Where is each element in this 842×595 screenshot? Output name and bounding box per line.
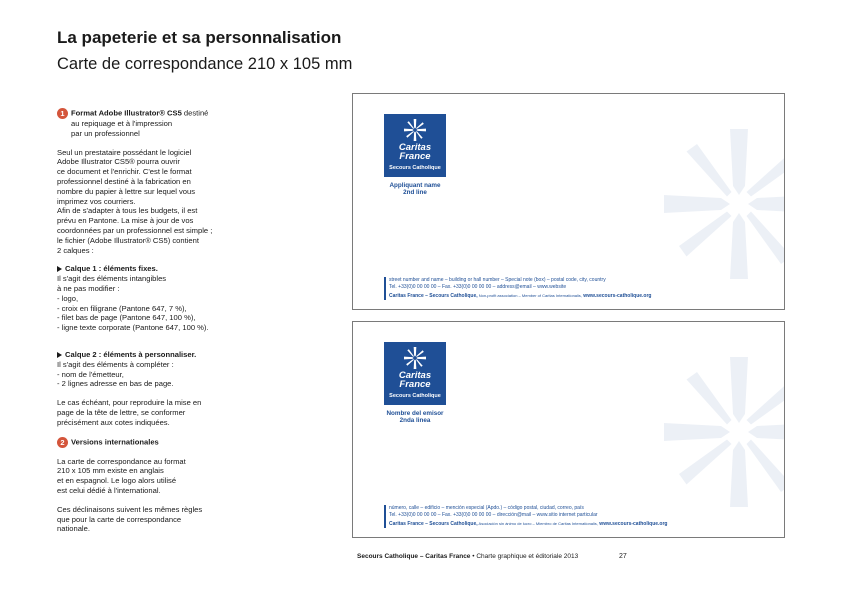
text-line: 210 x 105 mm existe en anglais [57, 466, 164, 476]
sender-name-line-1: Appliquant name [389, 182, 441, 189]
corporate-line: Caritas France – Secours Catholique, Asociación sin ánimo de lucro – Miembro de Caritas Internationalis, www.secours-catholique.org [389, 520, 668, 527]
cross-icon [404, 347, 426, 369]
corporate-line: Caritas France – Secours Catholique, Non-profit association – Member of Caritas Internationalis, www.secours-catholique.org [389, 292, 652, 299]
cross-icon [404, 119, 426, 141]
cross-watermark-icon [664, 332, 785, 532]
text-line: précisément aux cotes indiquées. [57, 417, 170, 427]
text-line: La carte de correspondance au format [57, 456, 186, 466]
text-line: le fichier (Adobe Illustrator® CS5) contient [57, 235, 199, 245]
section-1-line-3: par un professionnel [71, 128, 140, 138]
text-line: Afin de s'adapter à tous les budgets, il est [57, 206, 198, 216]
text-line: Adobe Illustrator CS5® pourra ouvrir [57, 157, 180, 167]
sender-name [378, 182, 452, 197]
text-line: - filet bas de page (Pantone 647, 100 %), [57, 313, 196, 323]
page-subtitle: Carte de correspondance 210 x 105 mm [57, 55, 353, 73]
calque-2-title: Calque 2 : éléments à personnaliser. [57, 350, 257, 360]
contact-line: Tel. +33(0)0 00 00 00 – Fax. +33(0)0 00 00 00 – address@email – www.website [389, 284, 567, 290]
text-line: 2 calques : [57, 245, 94, 255]
caritas-logo [384, 114, 446, 177]
footer-doc: • Charte graphique et éditoriale 2013 [470, 553, 579, 560]
sender-name-line-2: 2nda linea [399, 417, 431, 425]
logo-text-caritas: Caritas [398, 370, 432, 381]
page-footer [357, 553, 578, 560]
text-line: - logo, [57, 293, 79, 303]
contact-line: Tel. +33(0)0 00 00 00 – Fax. +33(0)0 00 00 00 – dirección@mail – www.sitio internet particular [389, 512, 598, 518]
logo-text-secours: Secours Catholique [389, 165, 441, 171]
section-1-line-2: au repiquage et à l'impression [71, 119, 173, 128]
text-line: - nom de l'émetteur, [57, 369, 124, 379]
footer-org: Secours Catholique – Caritas France [357, 553, 471, 560]
text-line: Il s'agit des éléments intangibles [57, 274, 167, 284]
sender-name-line-1: Nombre del emisor [386, 410, 444, 417]
text-line: et en espagnol. Le logo alors utilisé [57, 476, 177, 486]
caritas-logo [384, 342, 446, 405]
card-footer [384, 505, 667, 529]
page-number: 27 [619, 553, 627, 560]
text-line: prévu en Pantone. La mise à jour de vos [57, 216, 194, 226]
text-line: est celui dédié à l'international. [57, 485, 161, 495]
sender-name-line-2: 2nd line [403, 189, 427, 197]
text-line: Seul un prestataire possédant le logiciel [57, 147, 192, 157]
correspondence-card-spanish [352, 321, 785, 538]
section-1-title: Format Adobe Illustrator® CS5 [71, 108, 182, 118]
address-line: número, calle – edificio – mención especial (Apdo.) – código postal, ciudad, correo, país [389, 504, 584, 511]
sender-name [378, 410, 452, 425]
page-title: La papeterie et sa personnalisation [57, 28, 342, 47]
text-line: imprimez vos courriers. [57, 196, 136, 206]
text-line: Ces déclinaisons suivent les mêmes règles [57, 504, 203, 514]
text-line: nationale. [57, 524, 90, 534]
section-2-title: Versions internationales [71, 437, 159, 447]
correspondence-card-english [352, 93, 785, 310]
arrow-right-icon [57, 266, 62, 272]
calque-1 [57, 264, 257, 333]
text-line: professionnel destiné à la fabrication en [57, 176, 191, 186]
instructions-column [57, 108, 257, 543]
section-1-heading [57, 108, 257, 139]
calque-2 [57, 350, 257, 389]
text-line: - ligne texte corporate (Pantone 647, 100 %). [57, 323, 209, 333]
arrow-right-icon [57, 352, 62, 358]
section-2-heading [57, 437, 257, 448]
text-line: - croix en filigrane (Pantone 647, 7 %), [57, 303, 187, 313]
paragraph-1 [57, 148, 257, 256]
text-line: que pour la carte de correspondance [57, 514, 182, 524]
text-line: ce document et l'enrichir. C'est le format [57, 167, 192, 177]
address-line: street number and name – building or hall number – Special note (box) – postal code, city, country [389, 276, 606, 283]
paragraph-2 [57, 398, 257, 427]
text-line: coordonnées par un professionnel est simple ; [57, 225, 213, 235]
card-footer [384, 277, 651, 301]
logo-text-france: France [399, 151, 431, 162]
paragraph-3 [57, 457, 257, 496]
paragraph-4 [57, 505, 257, 534]
text-line: - 2 lignes adresse en bas de page. [57, 379, 174, 389]
logo-text-france: France [399, 379, 431, 390]
text-line: à ne pas modifier : [57, 283, 120, 293]
logo-text-secours: Secours Catholique [389, 393, 441, 399]
section-1-title-rest: destiné [181, 108, 209, 118]
text-line: Il s'agit des éléments à compléter : [57, 359, 174, 369]
text-line: Le cas échéant, pour reproduire la mise en [57, 398, 202, 408]
text-line: page de la tête de lettre, se conformer [57, 407, 186, 417]
text-line: nombre du papier à lettre sur lequel vous [57, 186, 196, 196]
number-badge: 1 [57, 108, 68, 119]
cross-watermark-icon [664, 104, 785, 304]
calque-1-title: Calque 1 : éléments fixes. [57, 264, 257, 274]
number-badge: 2 [57, 437, 68, 448]
logo-text-caritas: Caritas [398, 142, 432, 153]
